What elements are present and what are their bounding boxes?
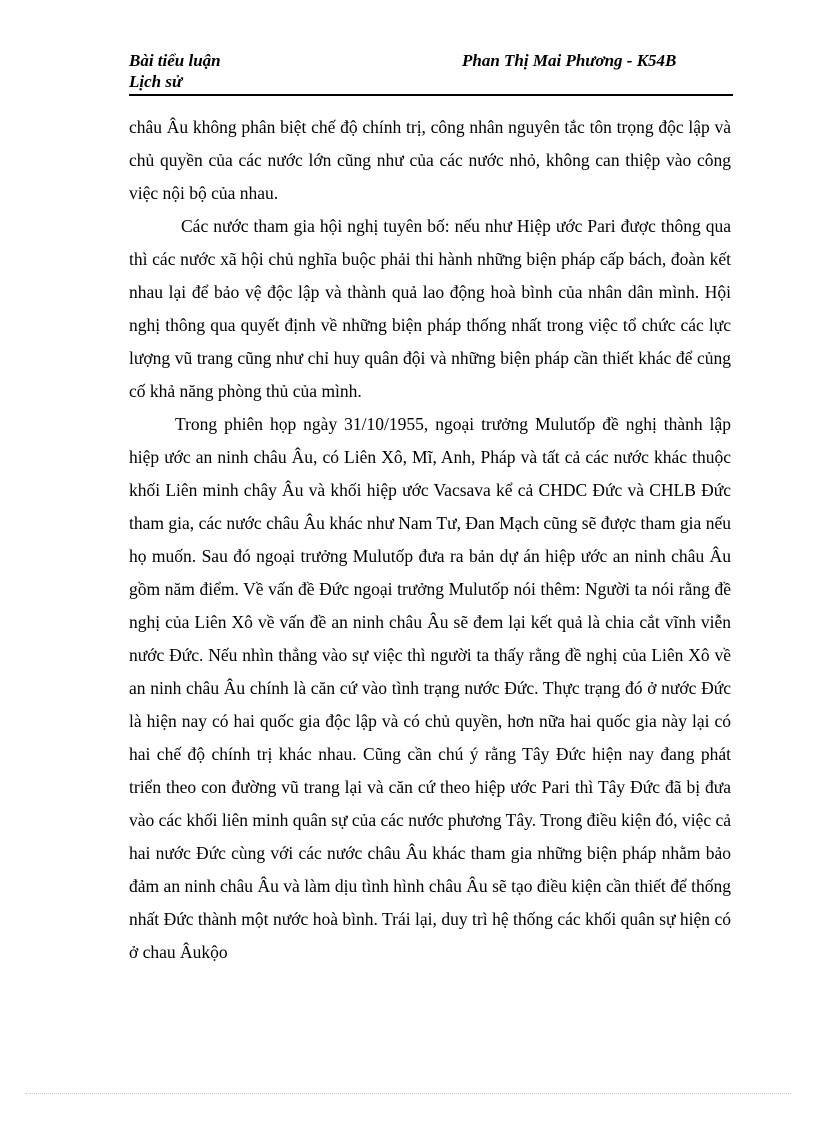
text-line: Trong điều kiện đó, việc cả hai nước Đức cùng với các nước châu Âu khác	[129, 810, 731, 863]
text-line: thẳng vào sự việc thì người ta thấy rằng đề nghị của Liên Xô về an ninh châu	[129, 645, 732, 698]
text-line: khác thuộc khối Liên minh chây Âu và khối hiệp ước Vacsava kể cả CHDC	[129, 447, 732, 500]
header-course-title	[129, 50, 221, 92]
text-line: ra bản dự án hiệp ước an ninh châu Âu gồm năm điểm. Về vấn đề Đức ngoại	[129, 546, 731, 599]
paragraph-2	[129, 210, 731, 408]
text-line: của nhân dân mình. Hội nghị thông qua quyết định về những biện pháp thống	[129, 282, 732, 335]
page-bottom-divider	[25, 1093, 791, 1094]
text-line: Tây Đức đã bị đưa vào các khối liên minh quân sự của các nước phương Tây.	[129, 777, 732, 830]
header-course-line2: Lịch sử	[129, 72, 183, 91]
text-line: thông qua thì các nước xã hội chủ nghĩa buộc phải thi hành những biện pháp	[129, 216, 731, 269]
text-line: lập hiệp ước an ninh châu Âu, có Liên Xô, Mĩ, Anh, Pháp và tất cả các nước	[129, 414, 732, 467]
header-course-line1: Bài tiểu luận	[129, 51, 221, 70]
text-line: lập và chủ quyền của các nước lớn cũng như của các nước nhỏ, không can	[129, 117, 732, 170]
text-line: Mạch cũng sẽ được tham gia nếu họ muốn. Sau đó ngoại trưởng Mulutốp đưa	[129, 513, 732, 566]
document-body	[129, 111, 731, 969]
text-line: nhất trong việc tổ chức các lực lượng vũ trang cũng như chỉ huy quân đội và	[129, 315, 732, 368]
text-line: hiện nay có hai quốc gia độc lập và có chủ quyền, hơn nữa hai quốc gia này	[146, 711, 688, 731]
text-line: châu Âu không phân biệt chế độ chính trị, công nhân nguyên tắc tôn trọng độc	[129, 117, 684, 137]
text-line: thiệp vào công việc nội bộ của nhau.	[129, 150, 732, 203]
header-author: Phan Thị Mai Phương - K54B	[462, 51, 677, 70]
text-line: cấp bách, đoàn kết nhau lại để bảo vệ độc lập và thành quả lao động hoà bình	[129, 249, 731, 302]
paragraph-1	[129, 111, 731, 210]
text-line: đang phát triển theo con đường vũ trang lại và căn cứ theo hiệp ước Pari thì	[129, 744, 731, 797]
text-line: trưởng Mulutốp nói thêm: Người ta nói rằng đề nghị của Liên Xô về vấn đề	[129, 579, 731, 632]
page-header	[129, 50, 733, 96]
text-line: hình châu Âu sẽ tạo điều kiện cần thiết để thống nhất Đức thành một nước	[129, 876, 731, 929]
text-line: lại có hai chế độ chính trị khác nhau. Cũng cần chú ý rằng Tây Đức hiện nay	[129, 711, 732, 764]
text-line: Đức và CHLB Đức tham gia, các nước châu Âu khác như Nam Tư, Đan	[129, 480, 731, 533]
text-line: tham gia những biện pháp nhằm bảo đảm an ninh châu Âu và làm dịu tình	[129, 843, 731, 896]
text-line: hoà bình. Trái lại, duy trì hệ thống các khối quân sự hiện có ở chau Âukộo	[129, 909, 732, 962]
text-line: Các nước tham gia hội nghị tuyên bố: nếu như Hiệp ước Pari được	[181, 216, 656, 236]
text-line: Âu chính là căn cứ vào tình trạng nước Đức. Thực trạng đó ở nước Đức là	[129, 678, 732, 731]
text-line: những biện pháp cần thiết khác để củng cố khả năng phòng thủ của mình.	[129, 348, 731, 401]
text-line: an ninh châu Âu sẽ đem lại kết quả là chia cắt vĩnh viễn nước Đức. Nếu nhìn	[129, 612, 732, 665]
text-line: Trong phiên họp ngày 31/10/1955, ngoại trưởng Mulutốp đề nghị thành	[175, 414, 703, 434]
paragraph-3	[129, 408, 731, 969]
